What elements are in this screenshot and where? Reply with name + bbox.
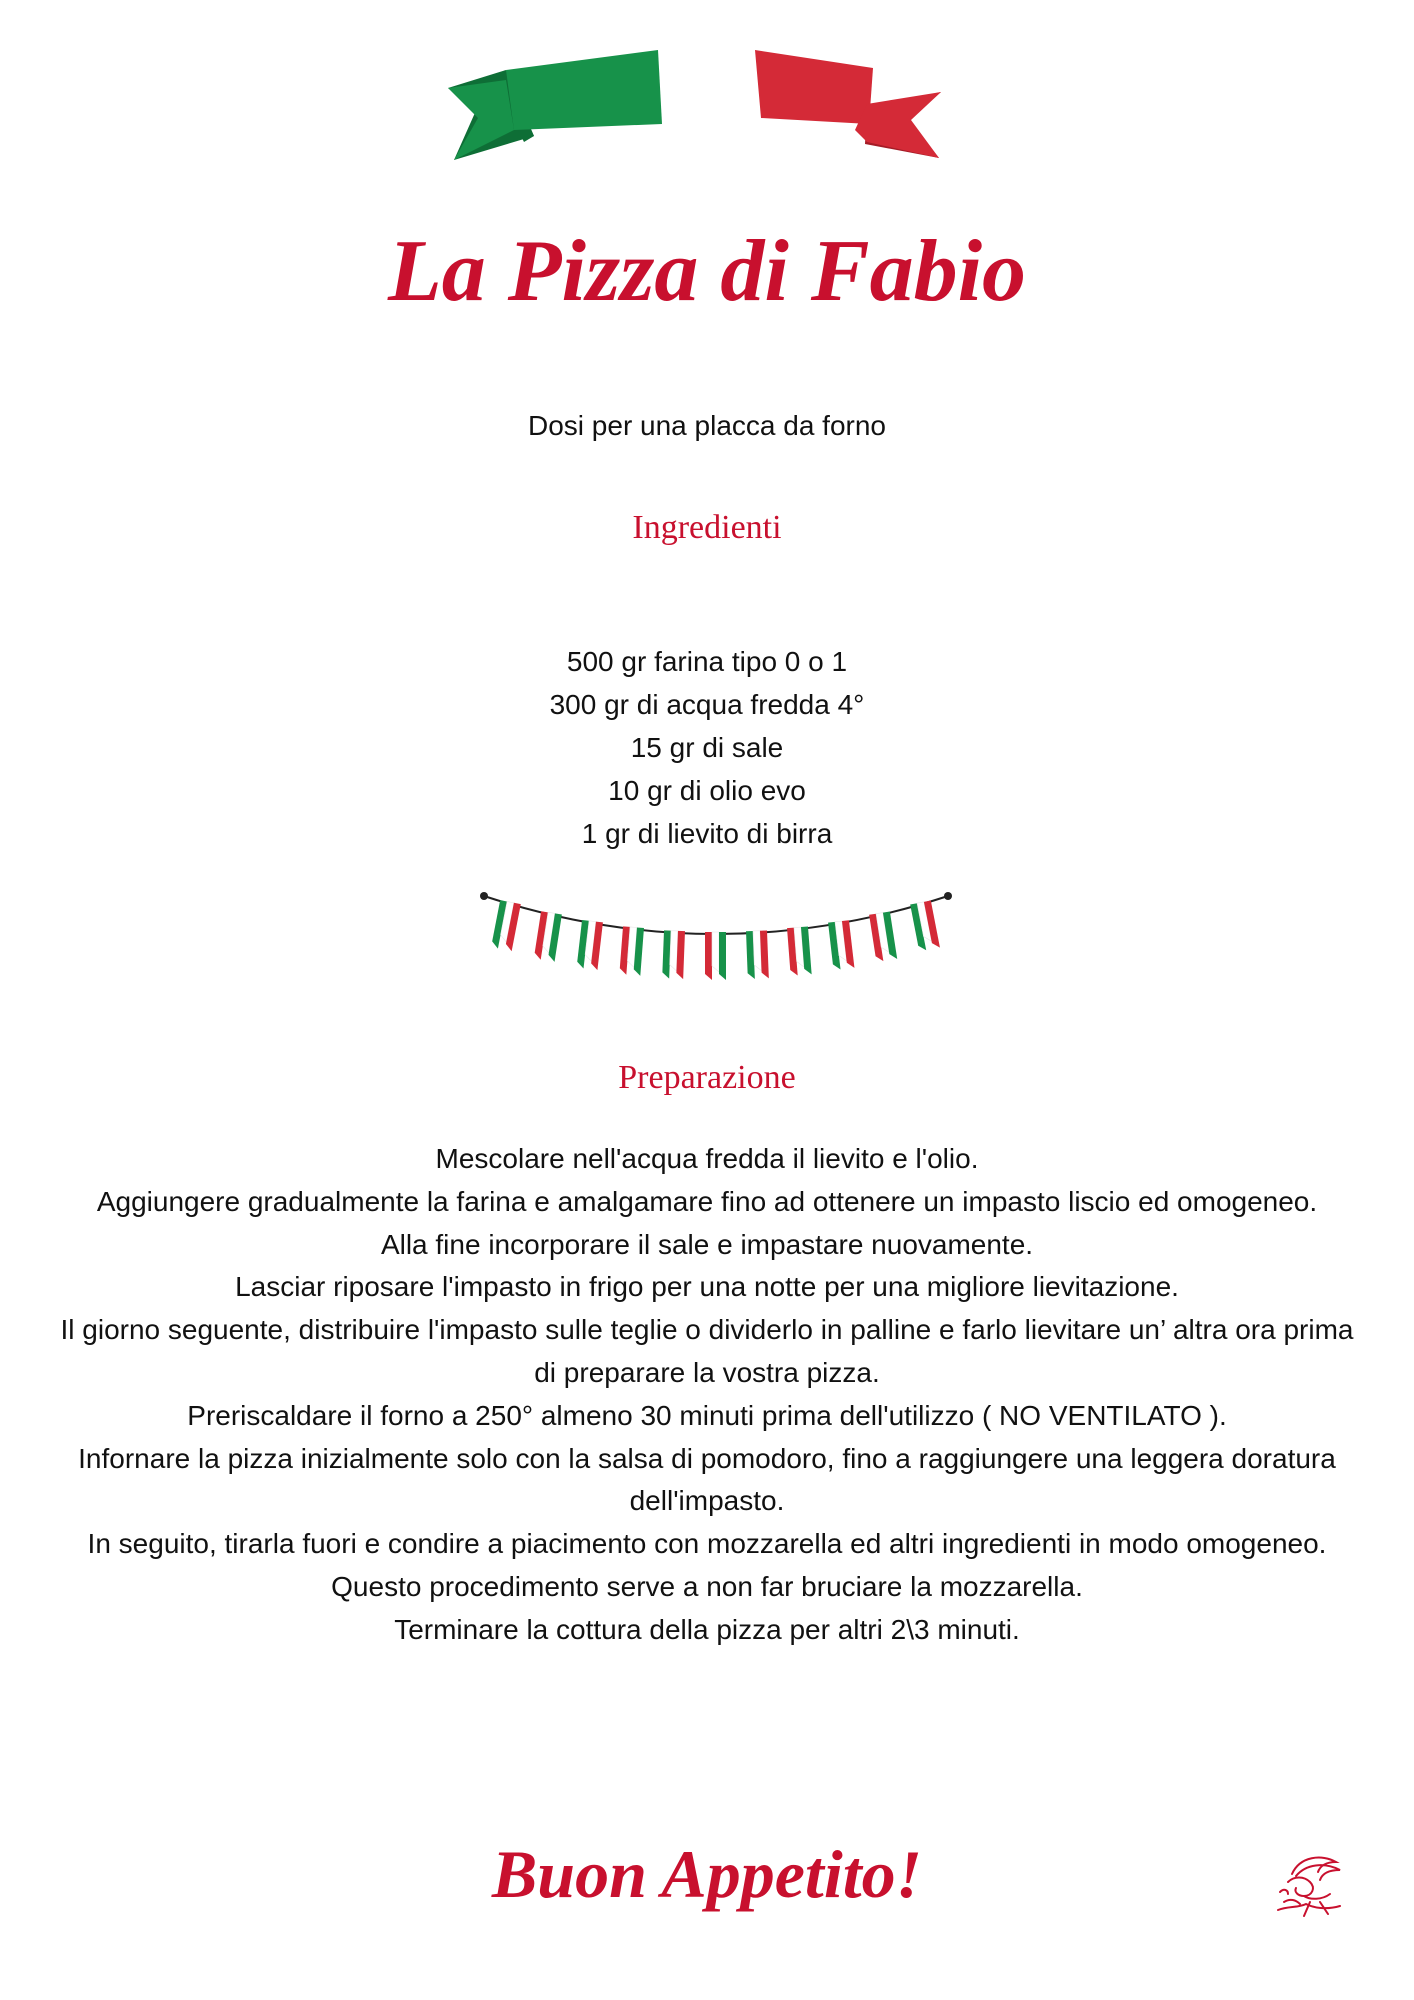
- winged-lion-logo-icon: [1270, 1852, 1350, 1922]
- pennant-flag: [869, 912, 897, 963]
- ingredients-list: [0, 640, 1414, 855]
- pennant-flag: [619, 926, 644, 975]
- preparation-step: Aggiungere gradualmente la farina e amalgamare fino ad ottenere un impasto liscio ed omogeneo.: [96, 1185, 1318, 1217]
- preparation-step: Terminare la cottura della pizza per altri 2\3 minuti.: [394, 1613, 1020, 1645]
- ingredient-item: 15 gr di sale: [630, 732, 784, 763]
- preparation-step: Alla fine incorporare il sale e impastare nuovamente.: [380, 1228, 1034, 1260]
- pennant-flag: [746, 930, 769, 979]
- preparation-step: Il giorno seguente, distribuire l'impasto sulle teglie o dividerlo in palline e farlo lievitare un’ altra ora prima di preparare la vostra pizza.: [60, 1314, 1354, 1388]
- italian-flag-bunting-icon: [478, 882, 954, 1002]
- ingredient-item: 500 gr farina tipo 0 o 1: [566, 646, 848, 677]
- preparation-step: In seguito, tirarla fuori e condire a piacimento con mozzarella ed altri ingredienti in modo omogeneo.: [87, 1528, 1327, 1560]
- pennant-flag: [662, 930, 685, 979]
- green-ribbon-icon: [448, 48, 664, 164]
- ingredients-heading: Ingredienti: [632, 509, 782, 546]
- ingredient-item: 10 gr di olio evo: [608, 775, 806, 806]
- preparation-steps: [60, 1138, 1354, 1652]
- red-ribbon-icon: [755, 48, 941, 164]
- recipe-title: La Pizza di Fabio: [387, 223, 1027, 320]
- ingredient-item: 300 gr di acqua fredda 4°: [549, 689, 865, 720]
- ingredient-item: 1 gr di lievito di birra: [581, 818, 833, 849]
- recipe-subtitle: Dosi per una placca da forno: [528, 410, 886, 441]
- pennant-flag: [828, 920, 854, 970]
- pennant-flag: [705, 932, 726, 980]
- pennant-flag: [910, 901, 940, 952]
- pennant-flag: [577, 920, 603, 970]
- preparation-step: Mescolare nell'acqua fredda il lievito e l'olio.: [435, 1143, 979, 1174]
- preparation-step: Lasciar riposare l'impasto in frigo per una notte per una migliore lievitazione.: [235, 1271, 1179, 1303]
- closing-message: Buon Appetito!: [491, 1836, 923, 1912]
- preparation-step: Questo procedimento serve a non far bruciare la mozzarella.: [331, 1570, 1083, 1602]
- preparation-step: Infornare la pizza inizialmente solo con la salsa di pomodoro, fino a raggiungere una leggera doratura dell'impasto.: [78, 1442, 1336, 1517]
- pennant-flag: [491, 900, 521, 951]
- preparation-step: Preriscaldare il forno a 250° almeno 30 minuti prima dell'utilizzo ( NO VENTILATO ).: [187, 1399, 1227, 1431]
- pennant-flag: [534, 911, 562, 962]
- pennant-flag: [787, 927, 812, 976]
- preparation-heading: Preparazione: [618, 1059, 796, 1096]
